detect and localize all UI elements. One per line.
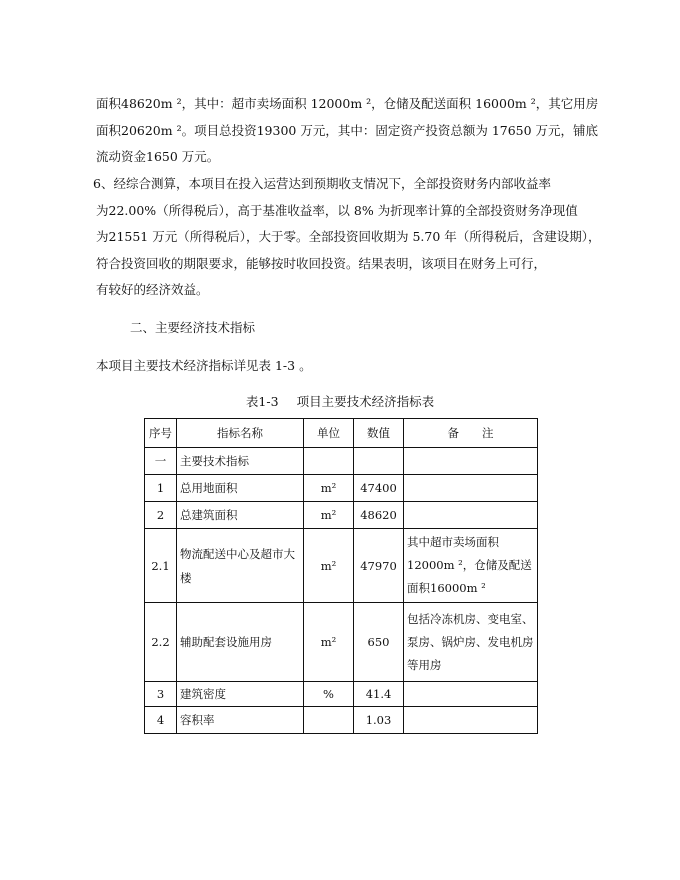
cell-value: 41.4	[354, 682, 404, 707]
table-row	[145, 603, 538, 682]
text-line: 流动资金1650 万元。	[96, 149, 220, 164]
text-line: 面积48620m ²，其中：超市卖场面积 12000m ²，仓储及配送面积 16000m ²，其它用房	[96, 96, 599, 111]
cell-name: 物流配送中心及超市大楼	[177, 529, 304, 603]
header-value: 数值	[354, 419, 404, 448]
table-row	[145, 448, 538, 475]
cell-unit: m²	[304, 475, 354, 502]
cell-name: 总建筑面积	[177, 502, 304, 529]
cell-no: 3	[145, 682, 177, 707]
table-header-row	[145, 419, 538, 448]
cell-note	[404, 707, 538, 734]
table-row	[145, 682, 538, 707]
cell-name: 主要技术指标	[177, 448, 304, 475]
table-caption-title: 项目主要技术经济指标表	[296, 394, 435, 409]
cell-name: 建筑密度	[177, 682, 304, 707]
cell-note	[404, 682, 538, 707]
cell-no: 2.2	[145, 603, 177, 682]
header-no: 序号	[145, 419, 177, 448]
cell-no: 1	[145, 475, 177, 502]
cell-value: 47400	[354, 475, 404, 502]
cell-no: 2	[145, 502, 177, 529]
header-name: 指标名称	[177, 419, 304, 448]
indicator-table	[144, 418, 538, 734]
paragraph-financial-evaluation	[93, 171, 601, 304]
text-line: 符合投资回收的期限要求，能够按时收回投资。结果表明，该项目在财务上可行，	[96, 255, 547, 271]
cell-unit: m²	[304, 529, 354, 603]
table-intro-text: 本项目主要技术经济指标详见表 1-3 。	[96, 358, 312, 373]
header-unit: 单位	[304, 419, 354, 448]
cell-name: 总用地面积	[177, 475, 304, 502]
table-row	[145, 502, 538, 529]
cell-value: 650	[354, 603, 404, 682]
cell-value: 47970	[354, 529, 404, 603]
cell-no: 4	[145, 707, 177, 734]
cell-unit	[304, 448, 354, 475]
cell-unit: %	[304, 682, 354, 707]
cell-no: 2.1	[145, 529, 177, 603]
section-heading: 二、主要经济技术指标	[130, 320, 256, 335]
paragraph-area-investment	[96, 91, 599, 171]
text-line: 为21551 万元（所得税后），大于零。全部投资回收期为 5.70 年（所得税后，含建设期），	[96, 229, 601, 244]
table-caption	[0, 392, 680, 410]
text-line: 为22.00%（所得税后），高于基准收益率，以 8% 为折现率计算的全部投资财务净现值	[96, 202, 578, 218]
cell-value: 1.03	[354, 707, 404, 734]
table-row	[145, 475, 538, 502]
cell-unit: m²	[304, 502, 354, 529]
table-row	[145, 529, 538, 603]
cell-name: 辅助配套设施用房	[177, 603, 304, 682]
cell-value	[354, 448, 404, 475]
cell-note: 其中超市卖场面积12000m ²，仓储及配送面积16000m ²	[404, 529, 538, 603]
header-note: 备 注	[404, 419, 538, 448]
cell-name: 容积率	[177, 707, 304, 734]
cell-note	[404, 475, 538, 502]
cell-unit	[304, 707, 354, 734]
cell-note	[404, 448, 538, 475]
cell-value: 48620	[354, 502, 404, 529]
cell-note: 包括冷冻机房、变电室、泵房、锅炉房、发电机房等用房	[404, 603, 538, 682]
cell-no: 一	[145, 448, 177, 475]
text-line: 面积20620m ²。项目总投资19300 万元，其中：固定资产投资总额为 17650 万元，铺底	[96, 122, 599, 138]
cell-unit: m²	[304, 603, 354, 682]
table-caption-number: 表1-3	[245, 394, 279, 409]
text-line: 有较好的经济效益。	[96, 282, 209, 297]
cell-note	[404, 502, 538, 529]
table-row	[145, 707, 538, 734]
text-line: 6、经综合测算，本项目在投入运营达到预期收支情况下，全部投资财务内部收益率	[93, 176, 551, 191]
